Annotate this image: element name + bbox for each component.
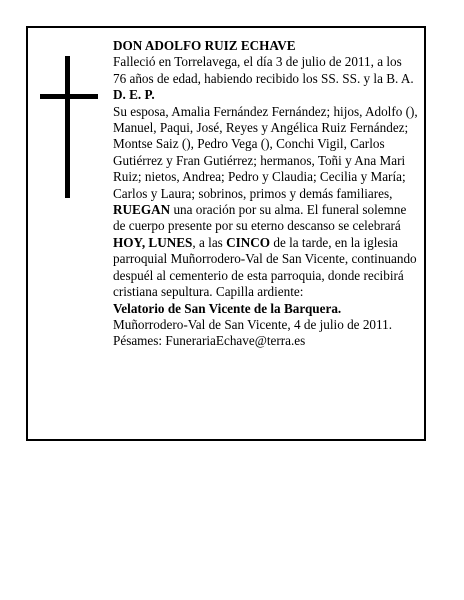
- cross-vertical-bar: [65, 56, 70, 198]
- request-text-1: una oración por su alma. El funeral solemne de cuerpo presente por su eterno descanso se celebrará: [113, 202, 407, 234]
- condolences-line: Pésames: FunerariaEchave@terra.es: [113, 333, 306, 349]
- request-bold: RUEGAN: [113, 202, 171, 218]
- request-text-3: de la tarde, en la iglesia parroquial Muñorrodero-Val de San Vicente, continuando despuél al cementerio de esta parroquia, donde recibirá cristiana sepultura. Capilla ardiente:: [113, 234, 417, 300]
- request-text-2: , a las: [192, 234, 227, 250]
- place-date: Muñorrodero-Val de San Vicente, 4 de julio de 2011.: [113, 316, 393, 332]
- chapel-line: Velatorio de San Vicente de la Barquera.: [113, 300, 342, 316]
- day-bold: HOY, LUNES: [113, 234, 193, 250]
- rip-line: D. E. P.: [113, 87, 155, 103]
- deceased-name: DON ADOLFO RUIZ ECHAVE: [113, 38, 296, 53]
- time-bold: CINCO: [226, 234, 271, 250]
- family-list: Su esposa, Amalia Fernández Fernández; hijos, Adolfo (), Manuel, Paqui, José, Reyes y Angélica Ruiz Fernández; Montse Saiz (), Pedro Vega (), Conchi Vigil, Carlos Gutiérrez y Fran Gutiérrez; hermanos, Toñi y Ana Mari Ruiz; nietos, Andrea; Pedro y Claudia; Cecilia y María; Carlos y Laura; sobrinos, primos y demás familiares,: [113, 103, 418, 201]
- death-info: Falleció en Torrelavega, el día 3 de julio de 2011, a los 76 años de edad, habiendo recibido los SS. SS. y la B. A.: [113, 54, 414, 86]
- cross-icon: [40, 56, 98, 198]
- obituary-text: [113, 38, 418, 350]
- funeral-details: [113, 202, 418, 300]
- cross-horizontal-bar: [40, 94, 98, 99]
